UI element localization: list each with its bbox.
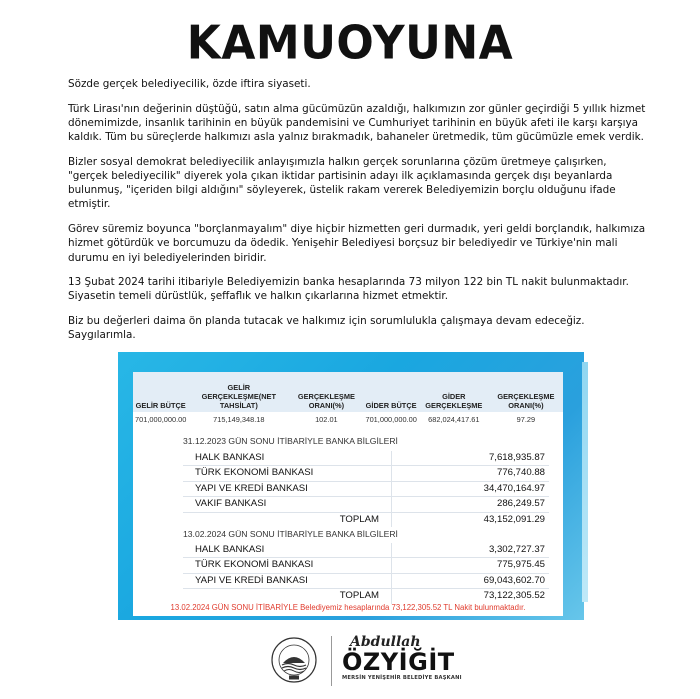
signature-script: Abdullah bbox=[350, 634, 421, 650]
column-header: GİDER GERÇEKLEŞME bbox=[419, 372, 489, 412]
table-cell: 701,000,000.00 bbox=[365, 415, 417, 424]
bank-name: HALK BANKASI bbox=[195, 544, 265, 555]
bank-name: VAKIF BANKASI bbox=[195, 498, 267, 510]
bank-amount: 3,302,727.37 bbox=[391, 543, 549, 557]
table-row bbox=[133, 412, 563, 427]
total-amount: 73,122,305.52 bbox=[391, 589, 549, 603]
total-label: TOPLAM bbox=[339, 590, 379, 602]
bank-amount: 776,740.88 bbox=[391, 466, 549, 480]
bank-name: YAPI VE KREDİ BANKASI bbox=[195, 574, 308, 586]
table-header-row bbox=[133, 372, 563, 412]
bank-2023-heading: 31.12.2023 GÜN SONU İTİBARİYLE BANKA BİLGİLERİ bbox=[183, 436, 398, 446]
table-cell: 682,024,417.61 bbox=[428, 415, 480, 424]
table-row bbox=[183, 466, 549, 481]
table-cell: 102.01 bbox=[315, 415, 338, 424]
table-row bbox=[183, 574, 549, 589]
cash-note: 13.02.2024 GÜN SONU İTİBARİYLE Belediyemiz hesaplarında 73,122,305.52 TL Nakit bulunmaktadır. bbox=[170, 603, 526, 612]
bank-2024-heading: 13.02.2024 GÜN SONU İTİBARİYLE BANKA BİLGİLERİ bbox=[183, 529, 398, 539]
column-header: GİDER BÜTÇE bbox=[363, 372, 418, 412]
column-header: GELİR BÜTÇE bbox=[133, 372, 188, 412]
column-header: GERÇEKLEŞME ORANI(%) bbox=[289, 372, 363, 412]
bank-2024-table bbox=[183, 543, 549, 604]
statement-body bbox=[68, 77, 648, 343]
signature-block bbox=[342, 634, 462, 681]
budget-table bbox=[133, 372, 563, 427]
table-row bbox=[183, 558, 549, 573]
column-header: GERÇEKLEŞME ORANI(%) bbox=[489, 372, 563, 412]
paragraph: Görev süremiz boyunca "borçlanmayalım" diye hiçbir hizmetten geri durmadık, yeri geldi borçlandık, halkımıza hizmet götürdük ve borcumuzu da ödedik. Yenişehir Belediyesi borçsuz bir belediyedir ve Türkiye'nin mali durumu en iyi belediyelerinden biridir. bbox=[68, 223, 646, 264]
paragraph: Biz bu değerleri daima ön planda tutacak ve halkımız için sorumlulukla çalışmaya devam edeceğiz. Saygılarımla. bbox=[68, 315, 585, 342]
financial-panel bbox=[118, 352, 584, 620]
bank-amount: 775,975.45 bbox=[391, 558, 549, 572]
table-row bbox=[183, 497, 549, 512]
bank-name: TÜRK EKONOMİ BANKASI bbox=[195, 559, 314, 571]
total-amount: 43,152,091.29 bbox=[391, 513, 549, 527]
bank-name: HALK BANKASI bbox=[195, 452, 265, 463]
financial-sheet bbox=[133, 372, 563, 616]
total-row bbox=[183, 513, 549, 527]
table-cell: 701,000,000.00 bbox=[135, 415, 187, 424]
table-row bbox=[183, 482, 549, 497]
column-header: GELİR GERÇEKLEŞME(NET TAHSİLAT) bbox=[188, 372, 289, 412]
signature-name: ÖZYİĞİT bbox=[342, 648, 455, 676]
bank-2023-table bbox=[183, 451, 549, 527]
footer-divider bbox=[331, 636, 332, 686]
paragraph: Sözde gerçek belediyecilik, özde iftira siyaseti. bbox=[68, 78, 311, 90]
bank-amount: 34,470,164.97 bbox=[391, 482, 549, 496]
paragraph: Bizler sosyal demokrat belediyecilik anlayışımızla halkın gerçek sorunlarına çözüm üretmeye çalışırken, "gerçek belediyecilik" diyerek yola çıkan iktidar partisinin adayı ilk açıklamasında gerçek dışı beyanlarda bulunmuş, "içeriden bilgi aldığını" söyleyerek, üstelik rakam vererek Belediyemizin borçlu olduğunu ifade etmiştir. bbox=[68, 155, 616, 211]
page-title: KAMUOYUNA bbox=[186, 16, 514, 71]
bank-amount: 7,618,935.87 bbox=[391, 451, 549, 465]
total-row bbox=[183, 589, 549, 603]
bank-name: YAPI VE KREDİ BANKASI bbox=[195, 482, 308, 494]
signature-role: MERSİN YENİŞEHİR BELEDİYE BAŞKANI bbox=[342, 675, 462, 681]
paragraph: 13 Şubat 2024 tarihi itibariyle Belediyemizin banka hesaplarında 73 milyon 122 bin TL nakit bulunmaktadır. Siyasetin temeli dürüstlük, şeffaflık ve halkın çıkarlarına hizmet etmektir. bbox=[68, 276, 629, 303]
table-cell: 97.29 bbox=[516, 415, 536, 424]
municipality-seal-icon bbox=[271, 637, 317, 683]
total-label: TOPLAM bbox=[339, 513, 379, 525]
bank-amount: 69,043,602.70 bbox=[391, 574, 549, 588]
table-cell: 715,149,348.18 bbox=[213, 415, 265, 424]
bank-name: TÜRK EKONOMİ BANKASI bbox=[195, 467, 314, 479]
paragraph: Türk Lirası'nın değerinin düştüğü, satın alma gücümüzün azaldığı, halkımızın zor günler geçirdiği 5 yıllık hizmet dönemimizde, insanlık tarihinin en büyük pandemisini ve Cumhuriyet tarihinin en büyük afeti ile karşı karşıya kaldık. Tüm bu süreçlerde halkımızı asla yalnız bırakmadık, bahaneler üretmedik, tüm gücümüzle emek verdik. bbox=[68, 102, 646, 144]
table-row bbox=[183, 543, 549, 558]
bank-amount: 286,249.57 bbox=[391, 497, 549, 511]
table-row bbox=[183, 451, 549, 466]
